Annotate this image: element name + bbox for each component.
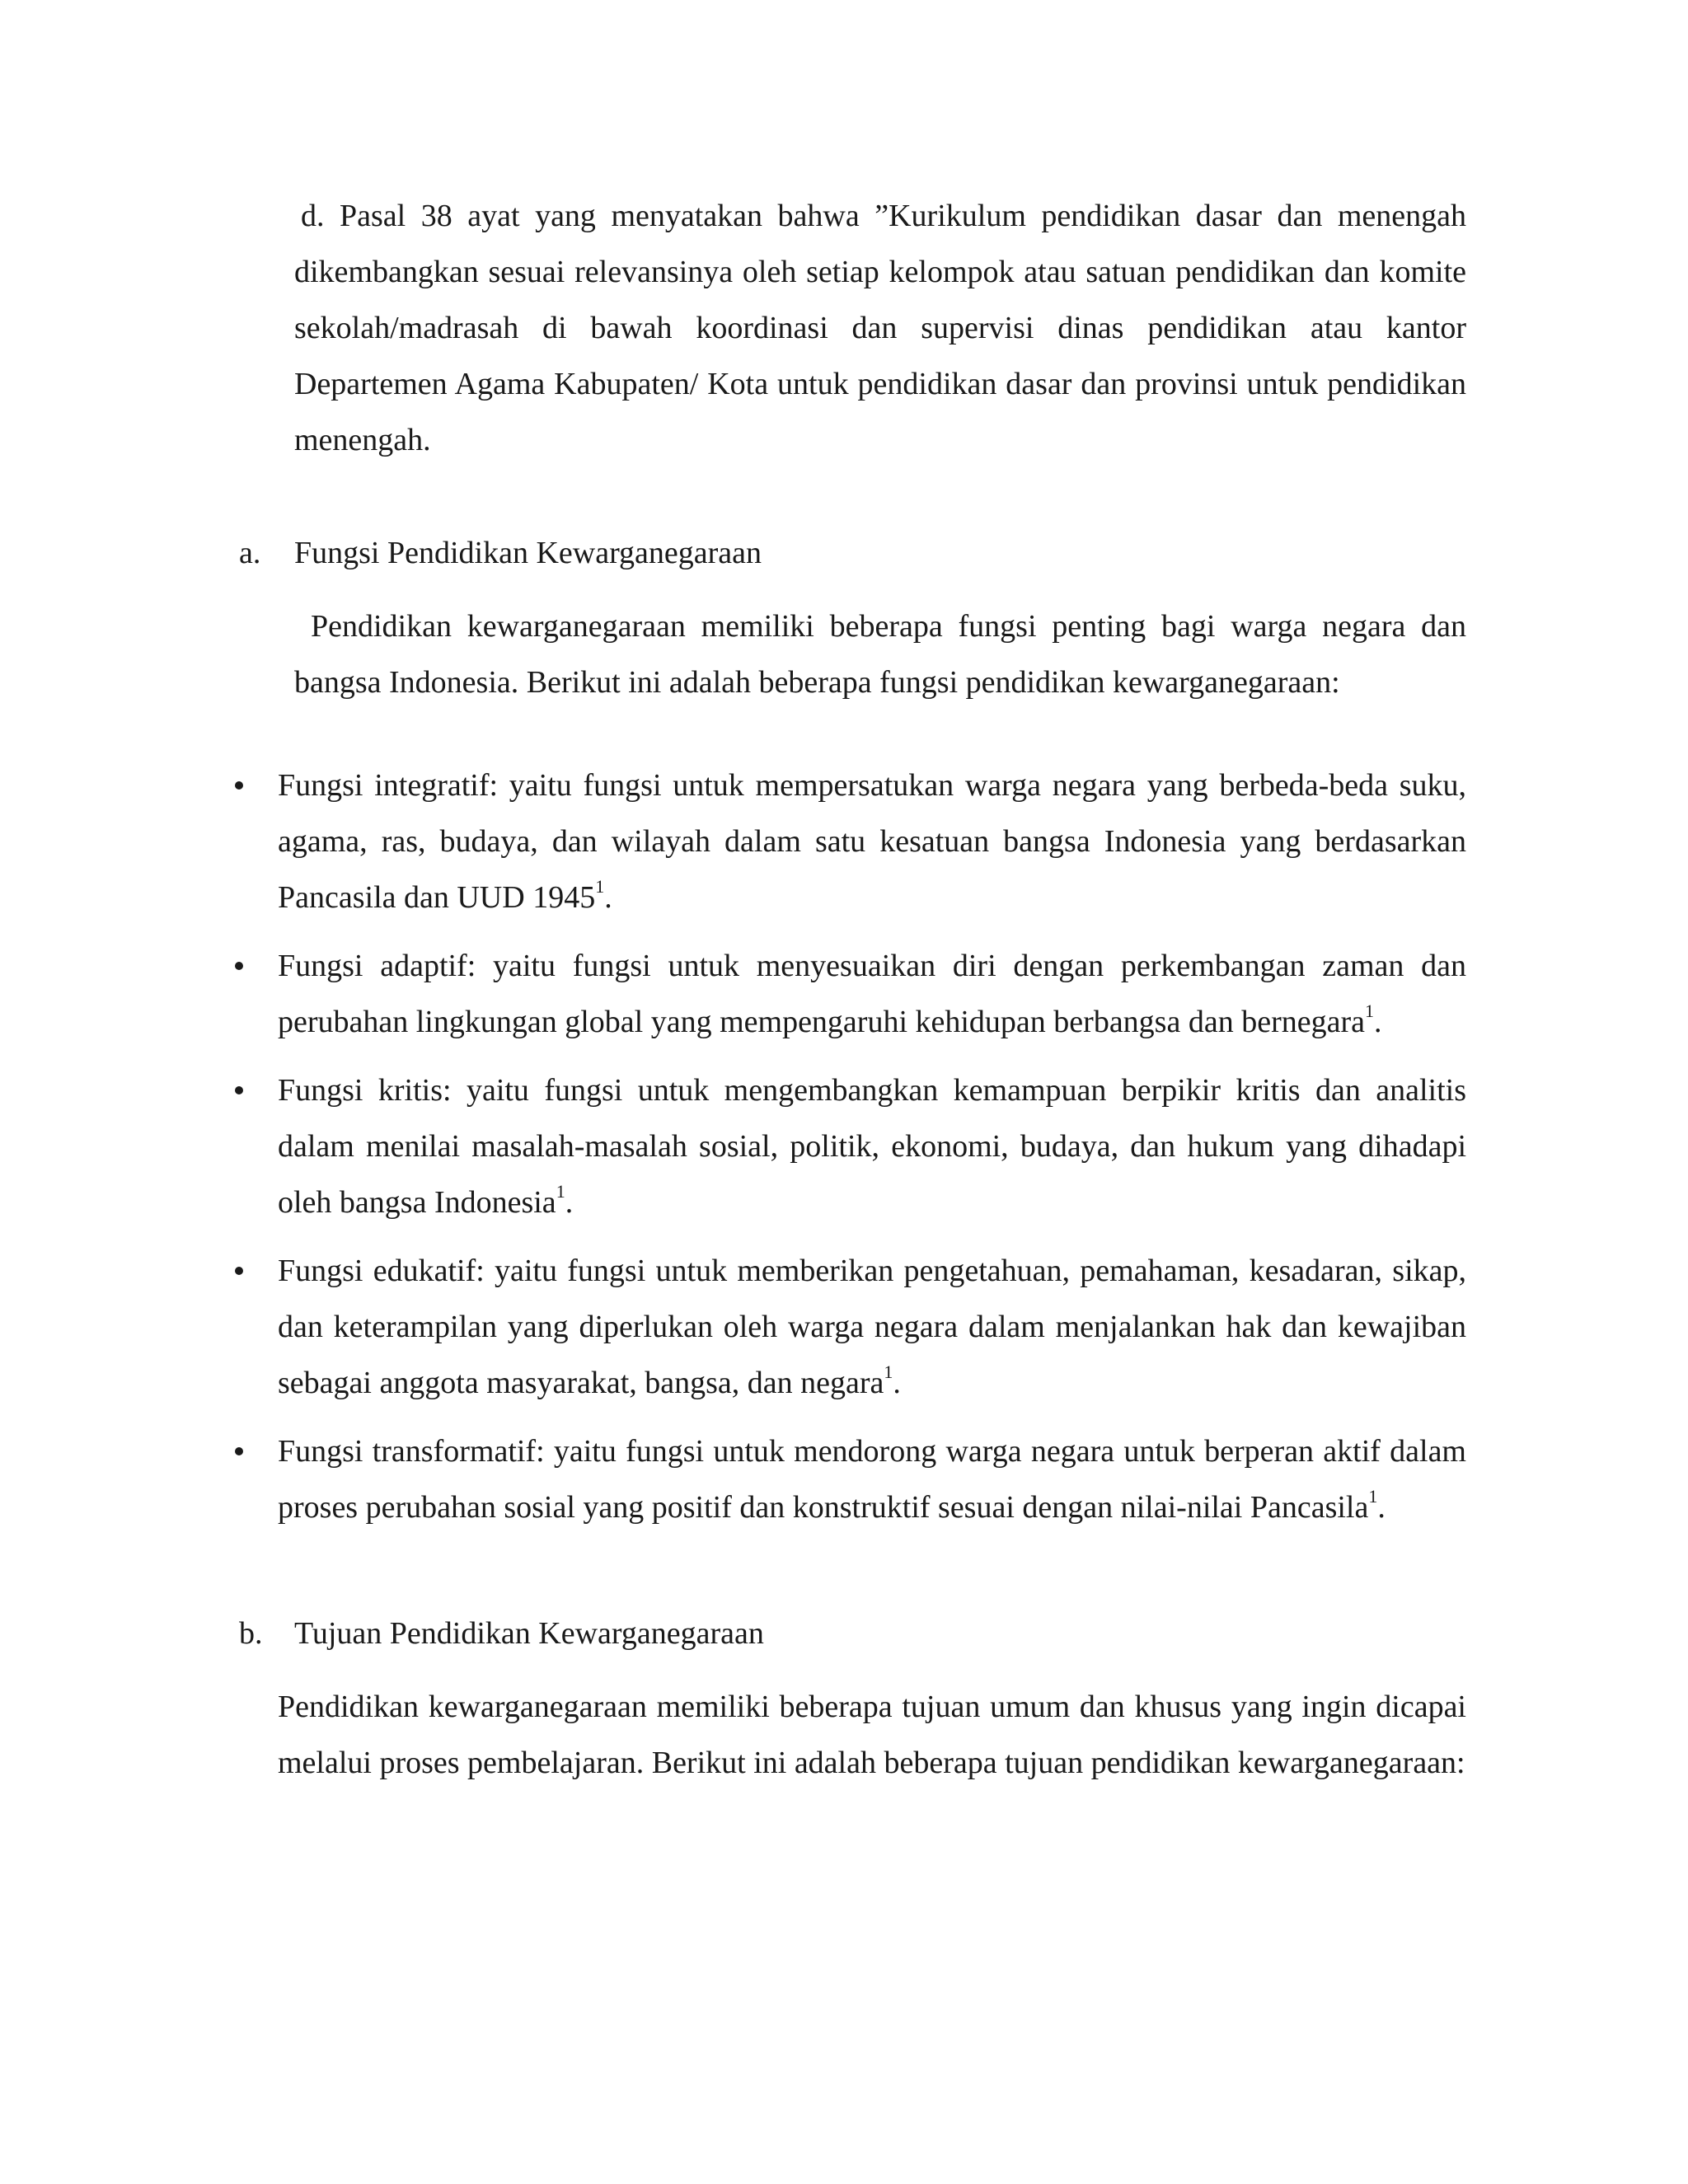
list-item-text: Fungsi adaptif: yaitu fungsi untuk menyesuaikan diri dengan perkembangan zaman dan perubahan lingkungan global yang mempengaruhi kehidupan berbangsa dan bernegara$^1$.: [278, 949, 1466, 1039]
function-list: [0, 757, 1466, 1548]
bullet-icon: [235, 1267, 243, 1275]
footnote-ref: 1: [595, 876, 605, 897]
section-b-title: Tujuan Pendidikan Kewarganegaraan: [294, 1616, 764, 1651]
list-item: [278, 1062, 1466, 1230]
footnote-ref: 1: [556, 1181, 565, 1202]
list-item: [278, 938, 1466, 1050]
list-item: [278, 1243, 1466, 1411]
section-b-marker: b.: [239, 1616, 263, 1651]
footnote-ref: 1: [1368, 1486, 1378, 1507]
list-item-text: Fungsi kritis: yaitu fungsi untuk mengembangkan kemampuan berpikir kritis dan analitis dalam menilai masalah-masalah sosial, politik, ekonomi, budaya, dan hukum yang dihadapi oleh bangsa Indonesia$^1$.: [278, 1073, 1466, 1220]
intro-paragraph-block: [294, 188, 1466, 468]
bullet-icon: [235, 1086, 243, 1094]
list-item-text: Fungsi transformatif: yaitu fungsi untuk mendorong warga negara untuk berperan aktif dalam proses perubahan sosial yang positif dan konstruktif sesuai dengan nilai-nilai Pancasila$^1$.: [278, 1434, 1466, 1525]
section-a-marker: a.: [239, 536, 261, 570]
footnote-ref: 1: [1364, 1001, 1374, 1021]
section-a-heading: [239, 525, 762, 581]
list-item-text: Fungsi integratif: yaitu fungsi untuk mempersatukan warga negara yang berbeda-beda suku, agama, ras, budaya, dan wilayah dalam satu kesatuan bangsa Indonesia yang berdasarkan Pancasila dan UUD 1945$^1$.: [278, 768, 1466, 915]
section-b-heading: [239, 1605, 764, 1661]
section-b-paragraph: Pendidikan kewarganegaraan memiliki beberapa tujuan umum dan khusus yang ingin dicapai melalui proses pembelajaran. Berikut ini adalah beberapa tujuan pendidikan kewarganegaraan:: [278, 1690, 1466, 1780]
intro-paragraph: d. Pasal 38 ayat yang menyatakan bahwa ”Kurikulum pendidikan dasar dan menengah dikembangkan sesuai relevansinya oleh setiap kelompok atau satuan pendidikan dan komite sekolah/madrasah di bawah koordinasi dan supervisi dinas pendidikan atau kantor Departemen Agama Kabupaten/ Kota untuk pendidikan dasar dan provinsi untuk pendidikan menengah.: [294, 199, 1466, 457]
footnote-ref: 1: [884, 1361, 893, 1382]
list-item: [278, 757, 1466, 926]
list-item-text: Fungsi edukatif: yaitu fungsi untuk memberikan pengetahuan, pemahaman, kesadaran, sikap, dan keterampilan yang diperlukan oleh warga negara dalam menjalankan hak dan kewajiban sebagai anggota masyarakat, bangsa, dan negara$^1$.: [278, 1254, 1466, 1400]
section-a-title: Fungsi Pendidikan Kewarganegaraan: [294, 536, 762, 570]
bullet-icon: [235, 781, 243, 790]
section-a-paragraph: Pendidikan kewarganegaraan memiliki beberapa fungsi penting bagi warga negara dan bangsa Indonesia. Berikut ini adalah beberapa fungsi pendidikan kewarganegaraan:: [294, 609, 1466, 700]
bullet-icon: [235, 962, 243, 970]
bullet-icon: [235, 1447, 243, 1455]
list-item: [278, 1423, 1466, 1535]
